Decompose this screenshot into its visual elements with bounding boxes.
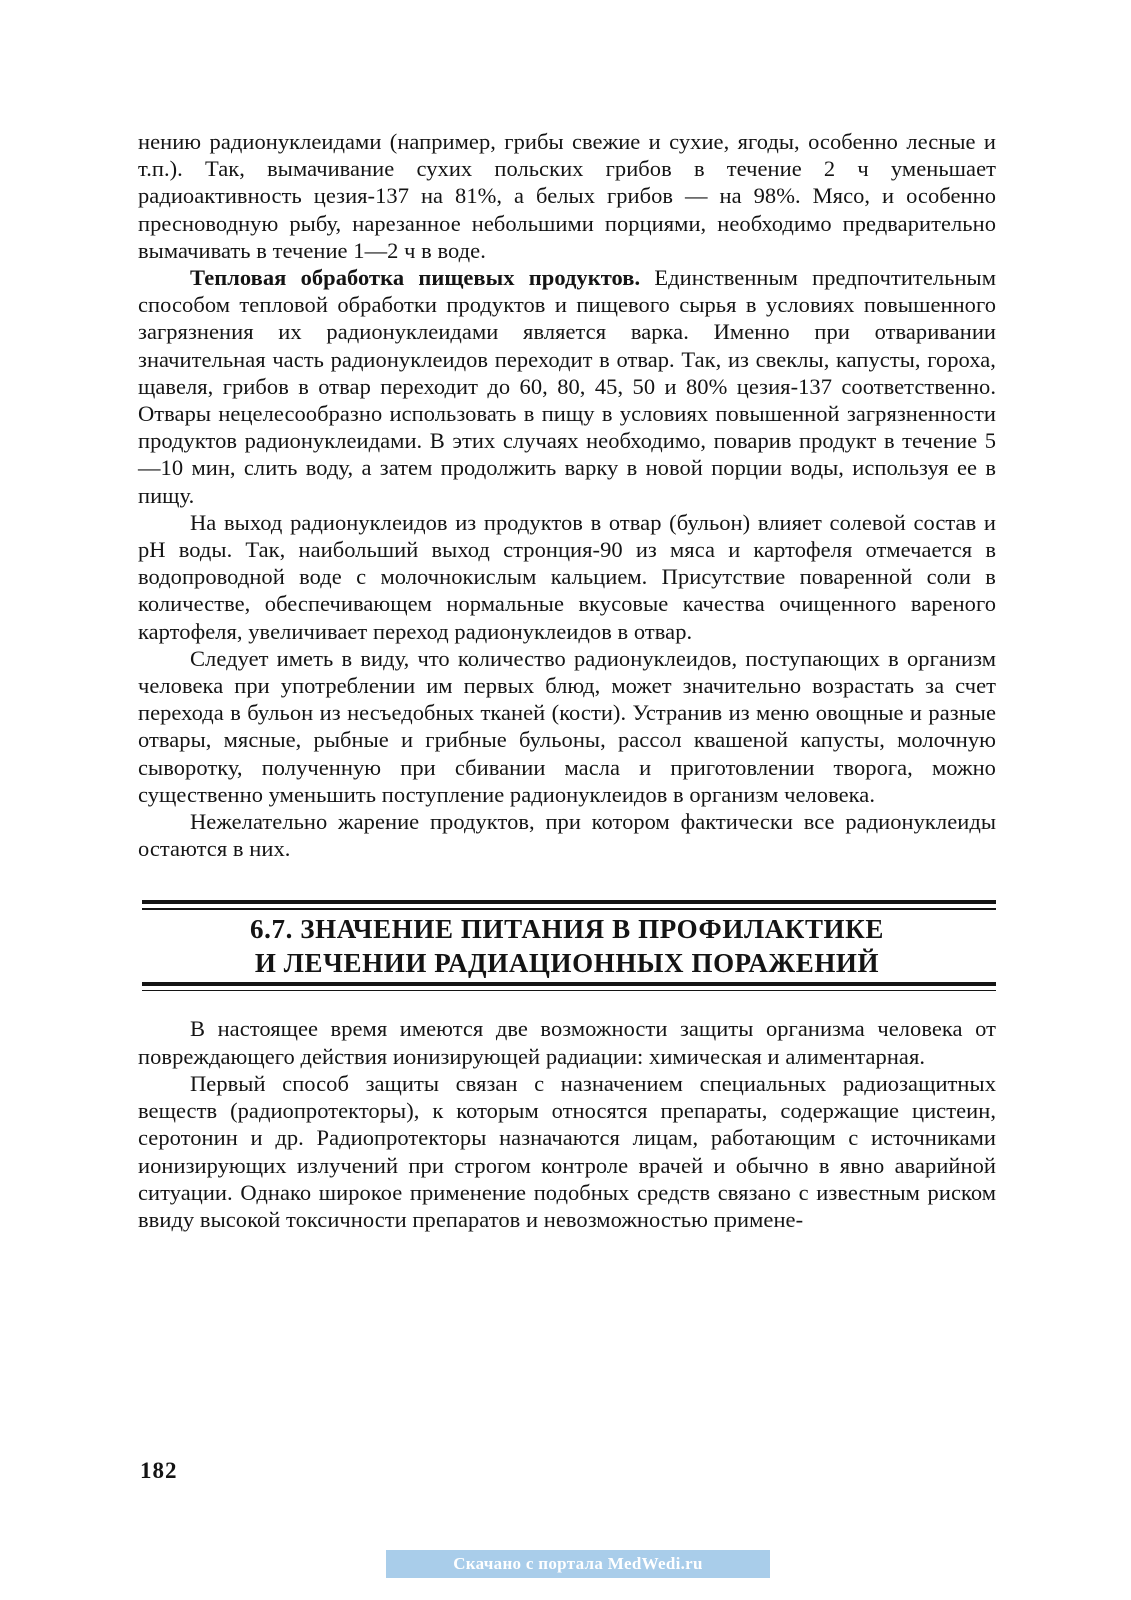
section-rule-top-thick	[142, 900, 996, 904]
run-in-heading: Тепловая обработка пищевых продуктов.	[190, 265, 641, 291]
paragraph-heat-treatment	[138, 264, 996, 509]
section-title-line-2: И ЛЕЧЕНИИ РАДИАЦИОННЫХ ПОРАЖЕНИЙ	[254, 947, 880, 978]
paragraph-frying: Нежелательно жарение продуктов, при котором фактически все радионуклеиды остаются в них.	[138, 809, 996, 862]
paragraph-first-courses: Следует иметь в виду, что количество радионуклеидов, поступающих в организм человека при употреблении им первых блюд, может значительно возрастать за счет перехода в бульон из несъедобных тканей (кости). Устранив из меню овощные и разные отвары, мясные, рыбные и грибные бульоны, рассол квашеной капусты, молочную сыворотку, полученную при сбивании масла и приготовлении творога, можно существенно уменьшить поступление радионуклеидов в организм человека.	[138, 645, 996, 807]
paragraph-continued: нению радионуклеидами (например, грибы свежие и сухие, ягоды, особенно лесные и т.п.). Так, вымачивание сухих польских грибов в течение 2 ч уменьшает радиоактивность цезия-137 на 81%, а белых грибов — на 98%. Мясо, и особенно пресноводную рыбу, нарезанное небольшими порциями, необходимо предварительно вымачивать в течение 1—2 ч в воде.	[138, 129, 996, 263]
section-title	[138, 910, 996, 982]
section-rule-bottom-thick	[142, 982, 996, 986]
page-number: 182	[140, 1458, 178, 1483]
section-content	[138, 1015, 996, 1233]
section-title-line-1: 6.7. ЗНАЧЕНИЕ ПИТАНИЯ В ПРОФИЛАКТИКЕ	[250, 913, 884, 944]
section-rule-bottom-thin	[142, 990, 996, 992]
paragraph-heat-treatment-text: Единственным предпочтительным способом тепловой обработки продуктов и пищевого сырья в условиях повышенного загрязнения их радионуклеидами является варка. Именно при отваривании значительная часть радионуклеидов переходит в отвар. Так, из свеклы, капусты, гороха, щавеля, грибов в отвар переходит до 60, 80, 45, 50 и 80% цезия-137 соответственно. Отвары нецелесообразно использовать в пищу в условиях повышенной загрязненности продуктов радионуклеидами. В этих случаях необходимо, поварив продукт в течение 5—10 мин, слить воду, а затем продолжить варку в новой порции воды, используя ее в пищу.	[138, 265, 996, 508]
section-heading	[138, 900, 996, 991]
paragraph-protection-methods: В настоящее время имеются две возможности защиты организма человека от повреждающего действия ионизирующей радиации: химическая и алиментарная.	[138, 1016, 996, 1069]
page-body	[138, 128, 996, 1233]
paragraph-radioprotectors: Первый способ защиты связан с назначением специальных радиозащитных веществ (радиопротекторы), к которым относятся препараты, содержащие цистеин, серотонин и др. Радиопротекторы назначаются лицам, работающим с источниками ионизирующих излучений при строгом контроле врачей и обычно в явно аварийной ситуации. Однако широкое применение подобных средств связано с известным риском ввиду высокой токсичности препаратов и невозможностью примене-	[138, 1070, 996, 1232]
watermark-banner: Скачано с портала MedWedi.ru	[386, 1550, 770, 1578]
paragraph-broth-salt: На выход радионуклеидов из продуктов в отвар (бульон) влияет солевой состав и pH воды. Так, наибольший выход стронция-90 из мяса и картофеля отмечается в водопроводной воде с молочнокислым кальцием. Присутствие поваренной соли в количестве, обеспечивающем нормальные вкусовые качества очищенного вареного картофеля, увеличивает переход радионуклеидов в отвар.	[138, 509, 996, 644]
